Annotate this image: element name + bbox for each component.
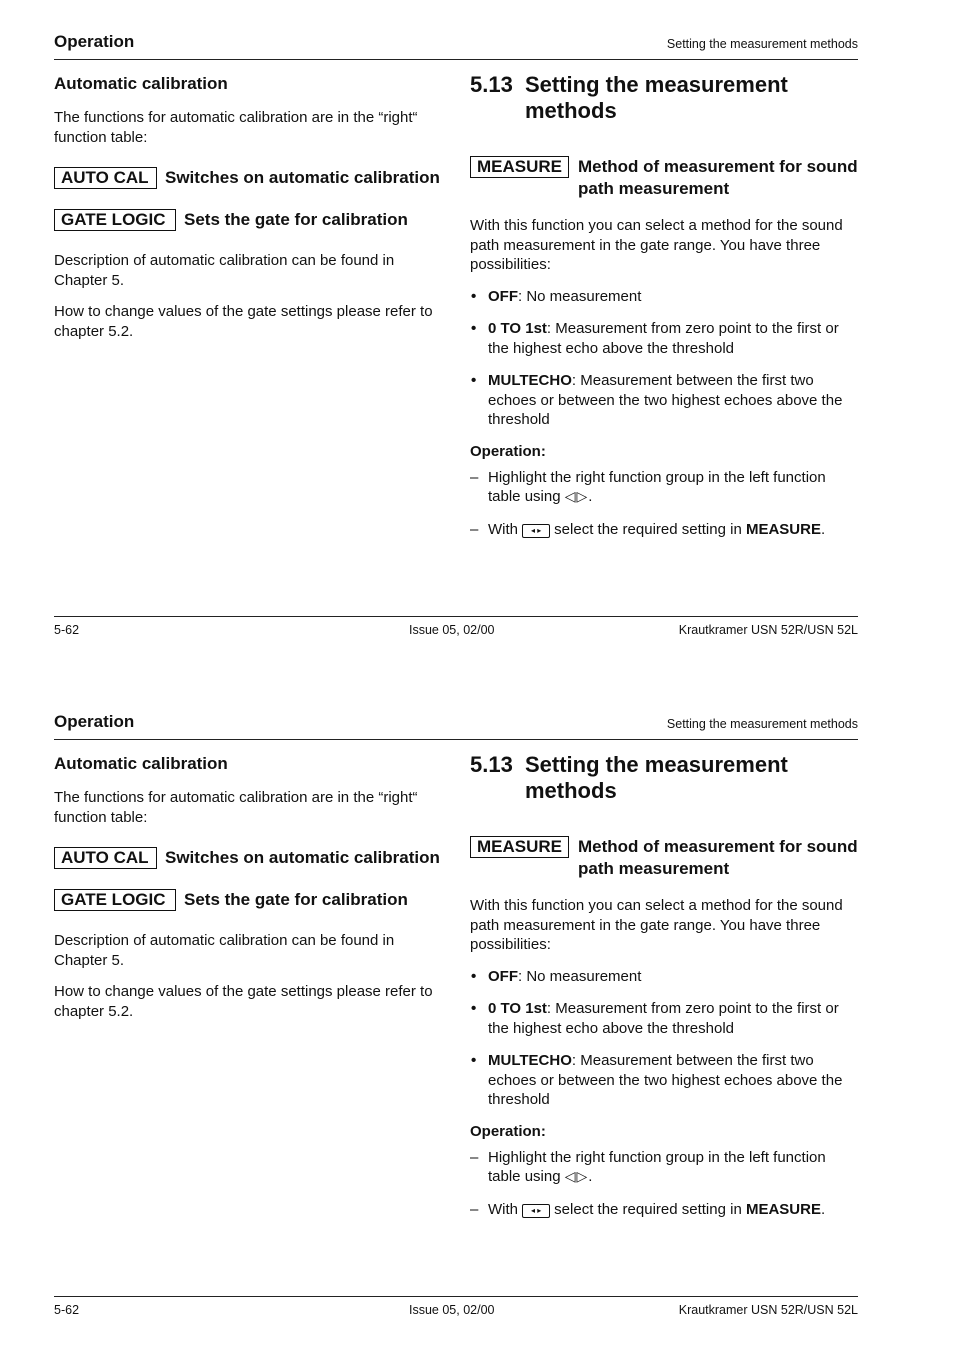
header-running-title: Setting the measurement methods [666,717,858,731]
measure-row [470,836,862,880]
gate-logic-row [54,209,444,231]
left-right-arrows-icon: ◁▷ [564,1168,589,1184]
measure-desc: Method of measurement for sound path measurement [578,157,858,198]
auto-cal-row [54,847,444,869]
list-item: • OFF: No measurement [470,287,862,307]
header-section: Operation [54,32,135,51]
left-column [54,754,444,1033]
intro-text: The functions for automatic calibration are in the “right“ function table: [54,109,418,146]
description-text: Description of automatic calibration can be found in Chapter 5. [54,932,395,969]
section-title-text: Setting the measurement methods [525,72,788,123]
auto-cal-key: AUTO CAL [54,847,157,869]
subsection-heading: Automatic calibration [54,74,228,93]
footer-product: Krautkramer USN 52R/USN 52L [678,1303,858,1317]
gate-settings-text: How to change values of the gate settings please refer to chapter 5.2. [54,983,433,1020]
measure-key: MEASURE [470,836,569,858]
measure-intro: With this function you can select a method for the sound path measurement in the gate range. You have three possibilities: [470,217,843,273]
list-item: • 0 TO 1st: Measurement from zero point to the first or the highest echo above the threshold [470,319,862,358]
measure-intro: With this function you can select a method for the sound path measurement in the gate range. You have three possibilities: [470,897,843,953]
footer-rule [54,616,858,617]
list-item: • MULTECHO: Measurement between the first two echoes or between the two highest echoes above the threshold [470,371,862,430]
footer-page-number: 5-62 [54,623,80,637]
list-item: • 0 TO 1st: Measurement from zero point to the first or the highest echo above the threshold [470,999,862,1038]
section-title [470,72,862,124]
operation-label: Operation: [470,442,546,460]
manual-page-2 [0,680,954,1355]
header-rule [54,59,858,60]
footer-issue: Issue 05, 02/00 [409,623,495,637]
nav-key-icon: ◂ ▸ [522,1204,550,1218]
footer-issue: Issue 05, 02/00 [409,1303,495,1317]
options-list [470,287,862,430]
header-running-title: Setting the measurement methods [666,37,858,51]
subsection-heading: Automatic calibration [54,754,228,773]
footer-rule [54,1296,858,1297]
footer-product: Krautkramer USN 52R/USN 52L [678,623,858,637]
footer-page-number: 5-62 [54,1303,80,1317]
list-item: • OFF: No measurement [470,967,862,987]
nav-key-icon: ◂ ▸ [522,524,550,538]
list-item: – Highlight the right function group in the left function table using ◁▷. [470,468,862,507]
auto-cal-desc: Switches on automatic calibration [165,168,440,187]
auto-cal-row [54,167,444,189]
gate-logic-key: GATE LOGIC [54,209,176,231]
section-number: 5.13 [470,752,513,777]
left-column [54,74,444,353]
header-rule [54,739,858,740]
gate-settings-text: How to change values of the gate settings please refer to chapter 5.2. [54,303,433,340]
right-column [470,752,862,1232]
right-column [470,72,862,552]
list-item: – With ◂ ▸ select the required setting in MEASURE. [470,1200,862,1220]
left-right-arrows-icon: ◁▷ [564,488,589,504]
options-list [470,967,862,1110]
manual-page-1 [0,0,954,675]
intro-text: The functions for automatic calibration are in the “right“ function table: [54,789,418,826]
description-text: Description of automatic calibration can be found in Chapter 5. [54,252,395,289]
measure-row [470,156,862,200]
measure-key: MEASURE [470,156,569,178]
list-item: – Highlight the right function group in the left function table using ◁▷. [470,1148,862,1187]
measure-desc: Method of measurement for sound path measurement [578,837,858,878]
auto-cal-key: AUTO CAL [54,167,157,189]
section-number: 5.13 [470,72,513,97]
gate-logic-key: GATE LOGIC [54,889,176,911]
operation-label: Operation: [470,1122,546,1140]
header-section: Operation [54,712,135,731]
gate-logic-desc: Sets the gate for calibration [184,890,408,909]
operation-steps [470,468,862,540]
gate-logic-row [54,889,444,911]
section-title [470,752,862,804]
operation-steps [470,1148,862,1220]
gate-logic-desc: Sets the gate for calibration [184,210,408,229]
auto-cal-desc: Switches on automatic calibration [165,848,440,867]
list-item: – With ◂ ▸ select the required setting in MEASURE. [470,520,862,540]
list-item: • MULTECHO: Measurement between the first two echoes or between the two highest echoes above the threshold [470,1051,862,1110]
section-title-text: Setting the measurement methods [525,752,788,803]
